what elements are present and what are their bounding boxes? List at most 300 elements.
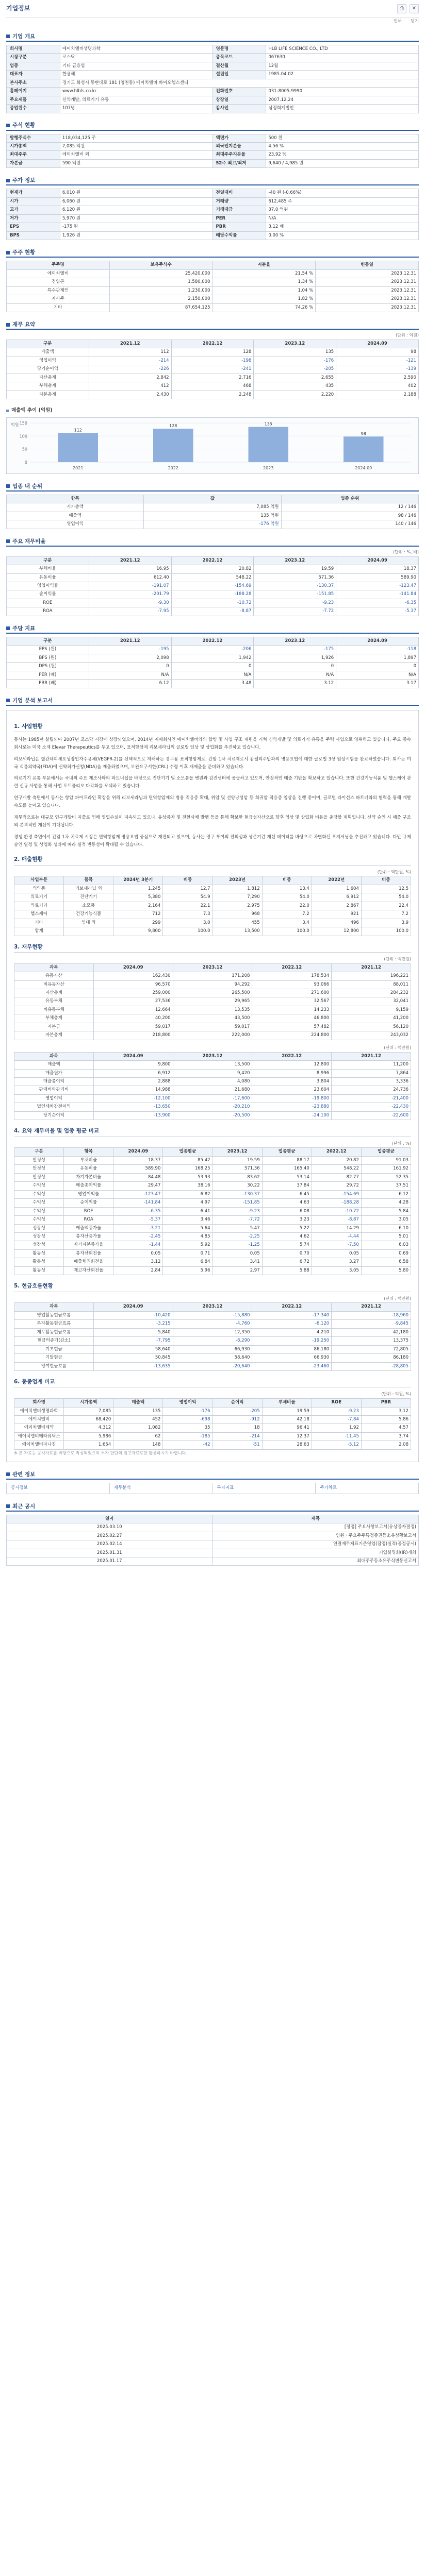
table-cell: 진양곤 bbox=[7, 278, 110, 286]
table-cell: N/A bbox=[254, 671, 336, 679]
table-cell: -13,900 bbox=[93, 1111, 173, 1120]
table-cell: 43,500 bbox=[173, 1014, 252, 1023]
table-cell: 6.12 bbox=[361, 1190, 411, 1198]
table-cell: -17,600 bbox=[173, 1094, 252, 1103]
table-cell: -176 bbox=[254, 357, 336, 365]
table-cell: 0.71 bbox=[163, 1249, 213, 1258]
news-section bbox=[6, 1502, 419, 1566]
field-label: 52주 최고/최저 bbox=[213, 159, 266, 167]
related-section bbox=[6, 1470, 419, 1494]
table-cell: -2.45 bbox=[113, 1233, 163, 1241]
table-cell: 23,604 bbox=[252, 1086, 332, 1094]
finance-summary-table bbox=[6, 340, 419, 399]
table-cell: BPS (원) bbox=[7, 654, 89, 662]
table-cell: 2,590 bbox=[336, 374, 419, 382]
rank-table bbox=[6, 495, 419, 529]
table-row bbox=[14, 1415, 411, 1423]
table-cell: -176 억원 bbox=[144, 520, 281, 529]
column-header: ROE bbox=[312, 1399, 361, 1407]
table-cell: 88.17 bbox=[262, 1156, 312, 1164]
table-cell: 6,912 bbox=[312, 893, 361, 902]
table-cell: 12 / 146 bbox=[281, 503, 418, 512]
table-cell: 수익성 bbox=[14, 1216, 64, 1224]
field-value: 9,640 / 4,985 원 bbox=[266, 159, 419, 167]
table-cell: 자산총계 bbox=[7, 374, 89, 382]
table-cell: 16.95 bbox=[89, 565, 171, 573]
column-header: PBR bbox=[361, 1399, 411, 1407]
table-cell: 468 bbox=[171, 382, 254, 391]
table-cell: 2,188 bbox=[336, 391, 419, 399]
table-cell: 589.90 bbox=[336, 573, 419, 582]
compare-table bbox=[14, 1147, 411, 1275]
table-cell: 1,942 bbox=[171, 654, 254, 662]
table-cell: 13,375 bbox=[332, 1337, 411, 1345]
field-value: 기타 금융업 bbox=[60, 62, 213, 70]
table-cell: 안정성 bbox=[14, 1173, 64, 1181]
field-label: 거래대금 bbox=[213, 206, 266, 214]
table-cell: 임원ㆍ주요주주특정증권등소유상황보고서 bbox=[213, 1532, 419, 1540]
table-cell: 영업이익률 bbox=[7, 582, 89, 590]
table-cell: 영업이익 bbox=[14, 1094, 94, 1103]
table-cell: 순이익률 bbox=[64, 1199, 113, 1207]
field-value: 5,970 원 bbox=[60, 214, 213, 223]
table-cell: -8.87 bbox=[171, 607, 254, 616]
table-cell: -912 bbox=[213, 1415, 262, 1423]
table-cell: [정정] 주요사항보고서(유상증자결정) bbox=[213, 1523, 419, 1532]
field-label: 외국인지분율 bbox=[213, 143, 266, 151]
report-paragraph: 경쟁 환경 측면에서 간암 1차 치료제 시장은 면역항암제 병용요법 중심으로 재편되고 있으며, 동사는 경구 투여의 편의성과 생존기간 개선 데이터를 바탕으로 차별화된 포지셔닝을 추진하고 있습니다. 다만 규제 승인 일정 및 상업화 성과에 따라 실적 변동성이 확대될 수 있습니다. bbox=[14, 834, 411, 848]
table-cell: 2,975 bbox=[213, 902, 262, 910]
field-label: 시가 bbox=[7, 197, 60, 206]
table-cell: 기말현금 bbox=[14, 1354, 94, 1362]
table-cell: 1,654 bbox=[64, 1441, 113, 1449]
table-cell: 571.36 bbox=[254, 573, 336, 582]
table-cell: -42 bbox=[163, 1441, 213, 1449]
field-label: 상장일 bbox=[213, 96, 266, 104]
table-cell: 24,736 bbox=[332, 1086, 411, 1094]
table-row bbox=[7, 143, 419, 151]
table-cell: 135 bbox=[254, 348, 336, 357]
column-header: 주주명 bbox=[7, 261, 110, 269]
table-cell: 3.46 bbox=[163, 1216, 213, 1224]
is-unit: (단위 : 백만원) bbox=[384, 1045, 411, 1050]
table-cell: 매출액 bbox=[7, 512, 144, 520]
table-cell: 921 bbox=[312, 910, 361, 919]
table-row bbox=[7, 286, 419, 295]
cf-unit: (단위 : 백만원) bbox=[384, 1296, 411, 1301]
table-cell: 82.77 bbox=[312, 1173, 361, 1181]
table-cell: 243,032 bbox=[332, 1031, 411, 1040]
table-row bbox=[7, 374, 419, 382]
table-cell: 재무활동현금흐름 bbox=[14, 1328, 94, 1336]
table-row bbox=[14, 927, 411, 936]
table-cell: -123.47 bbox=[113, 1190, 163, 1198]
field-label: 액면가 bbox=[213, 134, 266, 142]
table-cell: 총자산회전율 bbox=[64, 1249, 113, 1258]
table-cell: 0 bbox=[336, 663, 419, 671]
table-cell: 진단기기 bbox=[64, 893, 113, 902]
close-button[interactable]: ✕ bbox=[410, 4, 419, 13]
chart-title: 매출액 추이 (억원) bbox=[11, 408, 53, 414]
table-cell: 41,200 bbox=[332, 1014, 411, 1023]
column-header: 제목 bbox=[213, 1515, 419, 1523]
field-value: 0.00 % bbox=[266, 231, 419, 240]
table-cell: 148 bbox=[113, 1441, 163, 1449]
table-cell: 9,800 bbox=[93, 1061, 173, 1069]
column-header: 순이익 bbox=[213, 1399, 262, 1407]
column-header: 과목 bbox=[14, 1303, 94, 1311]
table-cell: 2025.02.27 bbox=[7, 1532, 213, 1540]
table-cell: -4,760 bbox=[173, 1320, 252, 1328]
table-cell: 3.12 bbox=[254, 680, 336, 688]
table-row bbox=[7, 303, 419, 312]
field-label: 본사주소 bbox=[7, 79, 60, 87]
table-row bbox=[7, 105, 419, 113]
field-label: 발행주식수 bbox=[7, 134, 60, 142]
table-row bbox=[7, 206, 419, 214]
table-cell: 수익성 bbox=[14, 1207, 64, 1215]
table-cell: -6.35 bbox=[336, 599, 419, 607]
table-cell: 259,000 bbox=[93, 989, 173, 997]
related-link-label[interactable]: 공시정보 bbox=[11, 1485, 28, 1490]
column-header: 비중 bbox=[163, 876, 213, 885]
table-cell: -9.30 bbox=[89, 599, 171, 607]
table-row bbox=[14, 989, 411, 997]
table-cell: 의료기기 bbox=[14, 893, 64, 902]
table-cell: 13,500 bbox=[213, 927, 262, 936]
top-action-labels bbox=[6, 19, 419, 24]
table-cell: 1,897 bbox=[336, 654, 419, 662]
table-row bbox=[7, 520, 419, 529]
table-cell: -226 bbox=[89, 365, 171, 374]
column-header: 영업이익 bbox=[163, 1399, 213, 1407]
table-cell: 91.03 bbox=[361, 1156, 411, 1164]
x-tick-label: 2023 bbox=[263, 465, 274, 470]
table-cell: 2,716 bbox=[171, 374, 254, 382]
table-cell: 매출총이익률 bbox=[64, 1182, 113, 1190]
table-cell: 수익성 bbox=[14, 1182, 64, 1190]
report-s5-title: 5. 현금흐름현황 bbox=[14, 1282, 411, 1292]
section-bullet-icon bbox=[6, 179, 10, 182]
table-cell: -51 bbox=[213, 1441, 262, 1449]
related-link[interactable] bbox=[7, 1483, 110, 1494]
table-cell: 58,640 bbox=[93, 1345, 173, 1353]
field-label: 최대주주지분율 bbox=[213, 151, 266, 159]
brand-title: 기업정보 bbox=[6, 5, 30, 12]
column-header: 지분율 bbox=[213, 261, 316, 269]
table-cell: 5.22 bbox=[262, 1224, 312, 1232]
table-cell: 6.82 bbox=[163, 1190, 213, 1198]
table-row bbox=[7, 503, 419, 512]
table-row bbox=[14, 1407, 411, 1415]
table-cell: 현금의증가(감소) bbox=[14, 1337, 94, 1345]
related-link[interactable] bbox=[316, 1483, 418, 1494]
print-button[interactable]: ⎙ bbox=[397, 4, 406, 13]
table-cell: 84.48 bbox=[113, 1173, 163, 1181]
table-cell: 1,812 bbox=[213, 885, 262, 893]
column-header: 2021.12 bbox=[332, 1052, 411, 1060]
overview-title: 기업 개요 bbox=[12, 33, 36, 40]
table-cell: 3.74 bbox=[361, 1432, 411, 1440]
table-cell: 기타 bbox=[7, 303, 110, 312]
table-cell: 299 bbox=[113, 919, 163, 927]
field-label: 자본금 bbox=[7, 159, 60, 167]
table-row bbox=[7, 151, 419, 159]
table-cell: 18 bbox=[213, 1424, 262, 1432]
table-header-row bbox=[14, 1303, 411, 1311]
table-cell: 72,805 bbox=[332, 1345, 411, 1353]
table-cell: -6,120 bbox=[252, 1320, 332, 1328]
table-cell: 4,080 bbox=[173, 1078, 252, 1086]
top-actions bbox=[397, 4, 419, 13]
table-cell: 1.92 bbox=[312, 1424, 361, 1432]
table-cell: 3,804 bbox=[252, 1078, 332, 1086]
table-cell: 19.59 bbox=[262, 1407, 312, 1415]
price-title: 주가 정보 bbox=[12, 177, 36, 184]
table-cell: -141.84 bbox=[336, 590, 419, 599]
x-tick-label: 2022 bbox=[168, 465, 178, 470]
table-cell: 7,085 bbox=[64, 1407, 113, 1415]
column-header: 2021.12 bbox=[332, 1303, 411, 1311]
sales-table bbox=[14, 876, 411, 936]
bar bbox=[153, 429, 193, 462]
table-cell: 32,567 bbox=[252, 997, 332, 1006]
table-cell: 14.29 bbox=[312, 1224, 361, 1232]
table-cell: 98 / 146 bbox=[281, 512, 418, 520]
table-cell: 2,164 bbox=[113, 902, 163, 910]
table-cell: 매출액증가율 bbox=[64, 1224, 113, 1232]
finance-summary-title: 재무 요약 bbox=[12, 321, 36, 328]
table-cell: 시가총액 bbox=[7, 503, 144, 512]
table-cell: 총자산증가율 bbox=[64, 1233, 113, 1241]
table-cell: 42,180 bbox=[332, 1328, 411, 1336]
table-cell: 안정성 bbox=[14, 1165, 64, 1173]
table-cell: 0.69 bbox=[361, 1249, 411, 1258]
table-cell: 29.72 bbox=[312, 1182, 361, 1190]
table-cell: 37.51 bbox=[361, 1182, 411, 1190]
bar-value-label: 98 bbox=[361, 431, 366, 436]
table-cell: 6.10 bbox=[361, 1224, 411, 1232]
field-label: BPS bbox=[7, 231, 60, 240]
table-cell: 수익성 bbox=[14, 1190, 64, 1198]
table-cell: 12.37 bbox=[262, 1432, 312, 1440]
table-cell: 9,420 bbox=[173, 1069, 252, 1077]
table-cell: 29.47 bbox=[113, 1182, 163, 1190]
related-link[interactable] bbox=[110, 1483, 213, 1494]
y-tick-label: 0 bbox=[24, 460, 27, 465]
table-cell: -188.28 bbox=[171, 590, 254, 599]
report-s6-title: 6. 동종업계 비교 bbox=[14, 1378, 411, 1387]
table-row bbox=[7, 45, 419, 53]
table-row bbox=[14, 997, 411, 1006]
field-label: 종목코드 bbox=[213, 54, 266, 62]
table-cell: -8.87 bbox=[312, 1216, 361, 1224]
table-cell: 잉여현금흐름 bbox=[14, 1362, 94, 1370]
stock-section bbox=[6, 122, 419, 168]
report-paragraph: 동사는 1985년 설립되어 2007년 코스닥 시장에 상장되었으며, 2014년 지배회사인 에이치엘비와의 합병 및 사업 구조 재편을 거쳐 신약개발 및 의료기기 유통을 주력 사업으로 영위하고 있습니다. 주요 종속회사로는 미국 소재 Elevar Therapeutics를 두고 있으며, 표적항암제 리보세라닙의 글로벌 임상 및 상업화를 추진하고 있습니다. bbox=[14, 737, 411, 750]
table-cell: -205 bbox=[213, 1407, 262, 1415]
table-cell: -1.25 bbox=[213, 1241, 262, 1249]
price-table bbox=[6, 189, 419, 240]
field-value: 에이치엘비생명과학 bbox=[60, 45, 213, 53]
table-cell: 자기자본증가율 bbox=[64, 1241, 113, 1249]
rank-section bbox=[6, 482, 419, 529]
table-row bbox=[14, 1424, 411, 1432]
column-header: 비중 bbox=[361, 876, 411, 885]
field-value: HLB LIFE SCIENCE CO., LTD bbox=[266, 45, 419, 53]
table-cell: -10.72 bbox=[171, 599, 254, 607]
table-cell: 86,180 bbox=[252, 1345, 332, 1353]
table-cell: 유동자산 bbox=[14, 972, 94, 980]
table-cell: 1,245 bbox=[113, 885, 163, 893]
table-cell: 32,041 bbox=[332, 997, 411, 1006]
table-cell: 68,420 bbox=[64, 1415, 113, 1423]
table-cell: -9.23 bbox=[312, 1407, 361, 1415]
related-link-label[interactable]: 투자지표 bbox=[217, 1485, 234, 1490]
table-row bbox=[7, 62, 419, 70]
table-header-row bbox=[7, 556, 419, 565]
table-cell: -24,100 bbox=[252, 1111, 332, 1120]
table-row bbox=[14, 1362, 411, 1370]
table-cell: 38.16 bbox=[163, 1182, 213, 1190]
table-cell: 88,011 bbox=[332, 980, 411, 989]
table-cell: -2.25 bbox=[213, 1233, 262, 1241]
related-link[interactable] bbox=[213, 1483, 316, 1494]
print-label: 인쇄 bbox=[394, 19, 402, 23]
table-cell: -5.37 bbox=[336, 607, 419, 616]
table-cell: 1,604 bbox=[312, 885, 361, 893]
table-cell: ROA bbox=[64, 1216, 113, 1224]
table-cell: 3.17 bbox=[336, 680, 419, 688]
field-label: 고가 bbox=[7, 206, 60, 214]
section-bullet-icon bbox=[6, 323, 10, 327]
table-cell: EPS (원) bbox=[7, 646, 89, 654]
table-cell: -198 bbox=[171, 357, 254, 365]
table-cell: 자본총계 bbox=[14, 1031, 94, 1040]
table-cell: -154.69 bbox=[312, 1190, 361, 1198]
table-cell: 968 bbox=[213, 910, 262, 919]
news-table bbox=[6, 1515, 419, 1566]
field-value: -175 원 bbox=[60, 223, 213, 231]
table-cell: 6.08 bbox=[262, 1207, 312, 1215]
table-cell: 40,200 bbox=[93, 1014, 173, 1023]
table-cell: 7.2 bbox=[361, 910, 411, 919]
field-value: 4.56 % bbox=[266, 143, 419, 151]
field-label: 감사인 bbox=[213, 105, 266, 113]
shareholders-section bbox=[6, 248, 419, 312]
table-row bbox=[14, 1199, 411, 1207]
table-row bbox=[7, 512, 419, 520]
table-cell: 7,085 억원 bbox=[144, 503, 281, 512]
table-cell: 100.0 bbox=[163, 927, 213, 936]
table-cell: 2,098 bbox=[89, 654, 171, 662]
table-cell: 54.9 bbox=[163, 893, 213, 902]
table-row bbox=[14, 1233, 411, 1241]
field-value: 12월 bbox=[266, 62, 419, 70]
table-cell: 2025.01.17 bbox=[7, 1557, 213, 1566]
table-cell: 2023.12.31 bbox=[316, 303, 419, 312]
stock-title: 주식 현황 bbox=[12, 122, 36, 129]
ratios-table bbox=[6, 556, 419, 616]
section-bullet-icon bbox=[6, 124, 10, 127]
table-header-row bbox=[7, 637, 419, 645]
table-row bbox=[7, 590, 419, 599]
table-cell: 265,500 bbox=[173, 989, 252, 997]
overview-section bbox=[6, 32, 419, 113]
table-cell: 당기순이익 bbox=[7, 365, 89, 374]
table-cell: 455 bbox=[213, 919, 262, 927]
balance-table bbox=[14, 963, 411, 1040]
table-cell: 4.85 bbox=[163, 1233, 213, 1241]
table-cell: 14,233 bbox=[252, 1006, 332, 1014]
table-cell: 14,988 bbox=[93, 1086, 173, 1094]
table-cell: 6.84 bbox=[163, 1258, 213, 1266]
table-cell: 건강기능식품 bbox=[64, 910, 113, 919]
report-title: 기업 분석 보고서 bbox=[12, 697, 53, 704]
table-cell: 5,986 bbox=[64, 1432, 113, 1440]
section-bullet-icon bbox=[6, 1504, 10, 1508]
table-row bbox=[14, 1182, 411, 1190]
table-cell: 임대 외 bbox=[64, 919, 113, 927]
table-cell: -9.23 bbox=[254, 599, 336, 607]
column-header: 보유주식수 bbox=[109, 261, 213, 269]
table-cell: 3.0 bbox=[163, 919, 213, 927]
table-row bbox=[14, 1103, 411, 1111]
field-value: 107명 bbox=[60, 105, 213, 113]
field-value: 1985.04.02 bbox=[266, 71, 419, 79]
table-row bbox=[14, 1224, 411, 1232]
table-row bbox=[14, 1354, 411, 1362]
bar-value-label: 128 bbox=[169, 423, 177, 429]
column-header: 2021.12 bbox=[89, 556, 171, 565]
table-cell: 영업이익률 bbox=[64, 1190, 113, 1198]
related-link-label[interactable]: 재무분석 bbox=[113, 1485, 131, 1490]
field-label: 결산월 bbox=[213, 62, 266, 70]
peer-table bbox=[14, 1398, 411, 1450]
table-row bbox=[7, 582, 419, 590]
x-tick-label: 2021 bbox=[73, 465, 84, 470]
report-paragraph: 리보세라닙은 혈관내피세포성장인자수용체(VEGFR-2)를 선택적으로 저해하는 경구용 표적항암제로, 간암 1차 치료제로서 캄렐리주맙과의 병용요법에 대한 글로벌 3상 임상시험을 완료하였습니다. 회사는 미국 식품의약국(FDA)에 신약허가신청(NDA)을 제출하였으며, 보완요구서한(CRL) 수령 이후 재제출을 준비하고 있습니다. bbox=[14, 756, 411, 770]
table-cell: 9,159 bbox=[332, 1006, 411, 1014]
table-cell: -123.47 bbox=[336, 582, 419, 590]
field-value: www.hlbls.co.kr bbox=[60, 88, 213, 96]
table-cell: 합계 bbox=[14, 927, 64, 936]
table-row bbox=[7, 1523, 419, 1532]
table-cell: 기업설명회(IR)개최 bbox=[213, 1549, 419, 1557]
field-value: N/A bbox=[266, 214, 419, 223]
table-cell: -188.28 bbox=[312, 1199, 361, 1207]
related-link-label[interactable]: 주가차트 bbox=[320, 1485, 337, 1490]
field-value: 7,085 억원 bbox=[60, 143, 213, 151]
table-cell: 165.40 bbox=[262, 1165, 312, 1173]
table-cell: 에이치엘비 bbox=[7, 269, 110, 278]
sales-chart-svg bbox=[7, 418, 418, 473]
column-header: 2024.09 bbox=[93, 963, 173, 972]
bar bbox=[58, 433, 98, 462]
table-row bbox=[7, 278, 419, 286]
table-cell: 4.62 bbox=[262, 1233, 312, 1241]
table-cell: -9.23 bbox=[213, 1207, 262, 1215]
table-row bbox=[7, 391, 419, 399]
table-row bbox=[14, 1190, 411, 1198]
table-cell: 매출채권회전율 bbox=[64, 1258, 113, 1266]
table-row bbox=[7, 671, 419, 679]
field-label: PER bbox=[213, 214, 266, 223]
table-cell: 21.54 % bbox=[213, 269, 316, 278]
table-cell: -5.37 bbox=[113, 1216, 163, 1224]
table-cell: 2.97 bbox=[213, 1266, 262, 1275]
field-value: 37.0 억원 bbox=[266, 206, 419, 214]
